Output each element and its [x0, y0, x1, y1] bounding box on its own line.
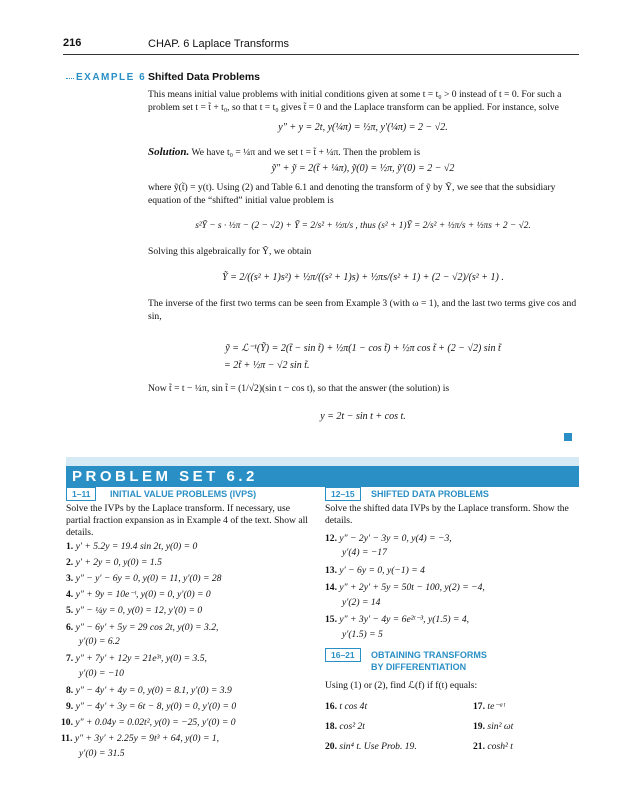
problem-number: 9. [66, 701, 74, 712]
problem-text: y″ − y′ − 6y = 0, y(0) = 11, y′(0) = 28 [75, 573, 222, 584]
problem-11-continuation: y′(0) = 31.5 [79, 748, 125, 759]
problem-number: 16. [325, 701, 337, 712]
equation-4: Ỹ = 2/((s² + 1)s²) + ½π/((s² + 1)s) + ½πs/(s² + 1) + (2 − √2)/(s² + 1) . [222, 272, 504, 283]
problem-17 [473, 701, 505, 712]
problem-number: 4. [66, 589, 74, 600]
problem-19 [473, 721, 513, 732]
problem-number: 12. [325, 533, 337, 544]
end-of-example-marker [564, 433, 572, 441]
problem-14 [325, 582, 485, 593]
problem-12-continuation: y′(4) = −17 [342, 547, 387, 558]
problem-number: 8. [66, 685, 74, 696]
problem-8 [66, 685, 232, 696]
problem-number: 11. [61, 733, 73, 744]
problem-text: y″ + 2y′ + 5y = 50t − 100, y(2) = −4, [339, 582, 485, 593]
solution-paragraph [148, 146, 578, 160]
problem-text: y″ − 6y′ + 5y = 29 cos 2t, y(0) = 3.2, [75, 622, 219, 633]
equation-2: ỹ″ + ỹ = 2(t̃ + ¼π), ỹ(0) = ½π, ỹ′(0) = 2 − √2 [271, 163, 455, 174]
paragraph-4: The inverse of the first two terms can be seen from Example 3 (with ω = 1), and the last two terms give cos and sin, [148, 298, 577, 322]
equation-3: s²Ỹ − s · ½π − (2 − √2) + Ỹ = 2/s² + ½π/s , thus (s² + 1)Ỹ = 2/s² + ½π/s + ½πs + 2 − √2. [195, 221, 531, 231]
problem-6 [66, 622, 218, 633]
problem-number: 1. [66, 541, 74, 552]
problem-number: 21. [473, 741, 485, 752]
problem-text: y″ + 0.04y = 0.02t², y(0) = −25, y′(0) = 0 [75, 717, 236, 728]
right-instructions: Solve the shifted data IVPs by the Laplace transform. Show the details. [325, 503, 569, 526]
problem-text: y″ − 4y′ + 4y = 0, y(0) = 8.1, y′(0) = 3.9 [75, 685, 232, 696]
problem-text: te⁻ᵃᵗ [487, 701, 505, 712]
problem-number: 10. [61, 717, 73, 728]
problem-6-continuation: y′(0) = 6.2 [79, 636, 120, 647]
problem-text: y′ + 2y = 0, y(0) = 1.5 [75, 557, 162, 568]
problem-1 [66, 541, 197, 552]
problem-text: y″ + 3y′ − 4y = 6e²ᵗ⁻³, y(1.5) = 4, [339, 614, 470, 625]
problem-4 [66, 589, 211, 600]
problem-11 [61, 733, 219, 744]
header-rule [63, 54, 579, 55]
equation-1: y″ + y = 2t, y(¼π) = ½π, y′(¼π) = 2 − √2. [278, 122, 448, 133]
problem-12 [325, 533, 452, 544]
example-label: EXAMPLE 6 [76, 72, 147, 83]
problem-text: y′ − 6y = 0, y(−1) = 4 [339, 565, 425, 576]
problem-number: 17. [473, 701, 485, 712]
problem-number: 6. [66, 622, 74, 633]
example-intro: This means initial value problems with initial conditions given at some t = t₀ > 0 instead of t = 0. For such a problem set t = t̃ + t₀, so that t = t₀ gives t̃ = 0 and the Laplace transform can be applied. For instance, solve [148, 89, 562, 113]
problem-9 [66, 701, 236, 712]
problem-text: y″ − ¼y = 0, y(0) = 12, y′(0) = 0 [75, 605, 203, 616]
problem-text: y″ + 7y′ + 12y = 21e³ᵗ, y(0) = 3.5, [75, 653, 207, 664]
problem-text: y′ + 5.2y = 19.4 sin 2t, y(0) = 0 [75, 541, 198, 552]
paragraph-2: where ỹ(t̃) = y(t). Using (2) and Table 6.1 and denoting the transform of ỹ by Ỹ, we see that the subsidiary equation of the “shifted” initial value problem is [148, 182, 556, 206]
right-section-2-title-line2: BY DIFFERENTIATION [371, 662, 467, 672]
problem-15-continuation: y′(1.5) = 5 [342, 629, 383, 640]
problem-number: 13. [325, 565, 337, 576]
problem-18 [325, 721, 365, 732]
problem-text: y″ + 3y′ + 2.25y = 9t³ + 64, y(0) = 1, [74, 733, 220, 744]
problem-number: 7. [66, 653, 74, 664]
problem-number: 19. [473, 721, 485, 732]
problem-16 [325, 701, 367, 712]
problem-number: 3. [66, 573, 74, 584]
solution-label: Solution. [148, 146, 190, 158]
paragraph-5: Now t̃ = t − ¼π, sin t̃ = (1/√2)(sin t − cos t), so that the answer (the solution) is [148, 383, 450, 394]
page-number: 216 [63, 37, 82, 49]
problem-text: sin⁴ t. Use Prob. 19. [339, 741, 417, 752]
problem-text: y″ + 9y = 10e⁻ᵗ, y(0) = 0, y′(0) = 0 [75, 589, 211, 600]
right-section-title: SHIFTED DATA PROBLEMS [371, 489, 489, 499]
problem-20 [325, 741, 417, 752]
problem-set-title: PROBLEM SET 6.2 [66, 466, 579, 487]
equation-5a: ỹ = ℒ⁻¹(Ỹ) = 2(t̃ − sin t̃) + ½π(1 − cos t̃) + ½π cos t̃ + (2 − √2) sin t̃ [225, 343, 501, 354]
example-dots [66, 78, 74, 79]
problem-14-continuation: y′(2) = 14 [342, 597, 381, 608]
problem-7 [66, 653, 207, 664]
problem-number: 14. [325, 582, 337, 593]
problem-number: 18. [325, 721, 337, 732]
left-instructions: Solve the IVPs by the Laplace transform. If necessary, use partial fraction expansion as in Example 4 of the text. Show all details. [66, 503, 308, 538]
left-section-title: INITIAL VALUE PROBLEMS (IVPS) [110, 489, 257, 499]
problem-15 [325, 614, 469, 625]
example-title: Shifted Data Problems [148, 71, 261, 83]
problem-text: y″ − 2y′ − 3y = 0, y(4) = −3, [339, 533, 452, 544]
right-section-range: 12–15 [325, 487, 361, 501]
right-section-2-instructions: Using (1) or (2), find ℒ(f) if f(t) equals: [325, 680, 478, 691]
chapter-heading: CHAP. 6 Laplace Transforms [148, 38, 290, 50]
equation-5b: = 2t̃ + ½π − √2 sin t̃. [224, 360, 310, 371]
problem-5 [66, 605, 202, 616]
problem-13 [325, 565, 425, 576]
problem-text: y″ − 4y′ + 3y = 6t − 8, y(0) = 0, y′(0) = 0 [75, 701, 237, 712]
problem-text: cos² 2t [339, 721, 365, 732]
problem-number: 15. [325, 614, 337, 625]
equation-6: y = 2t − sin t + cos t. [320, 411, 406, 422]
problem-text: sin² ωt [487, 721, 514, 732]
problem-number: 20. [325, 741, 337, 752]
problem-number: 5. [66, 605, 74, 616]
paragraph-3: Solving this algebraically for Ỹ, we obtain [148, 246, 312, 257]
problem-number: 2. [66, 557, 74, 568]
right-section-2-range: 16–21 [325, 648, 361, 662]
solution-text: We have t₀ = ¼π and we set t = t̃ + ¼π. Then the problem is [191, 147, 421, 158]
problem-text: t cos 4t [339, 701, 368, 712]
problem-2 [66, 557, 162, 568]
left-section-range: 1–11 [66, 487, 96, 501]
problem-7-continuation: y′(0) = −10 [79, 668, 124, 679]
problem-3 [66, 573, 221, 584]
problem-text: cosh² t [487, 741, 513, 752]
problem-21 [473, 741, 513, 752]
problem-10 [61, 717, 236, 728]
right-section-2-title-line1: OBTAINING TRANSFORMS [371, 650, 487, 660]
